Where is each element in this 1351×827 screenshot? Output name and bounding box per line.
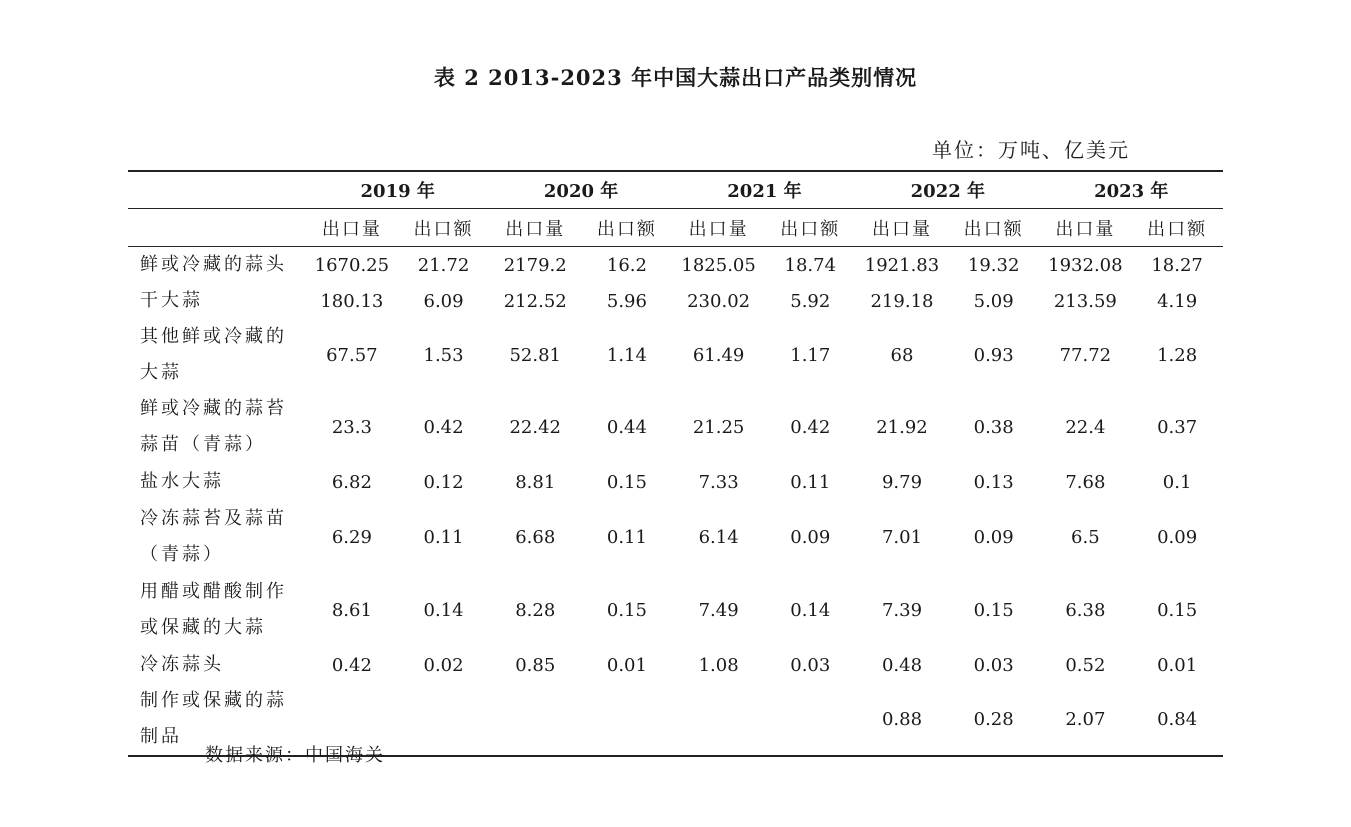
table-row xyxy=(128,319,1223,391)
export-value-cell: 0.93 xyxy=(973,344,1014,366)
row-label-text: 鲜或冷藏的蒜苔蒜苗（青蒜） xyxy=(140,398,287,455)
export-volume-cell: 8.61 xyxy=(331,599,372,621)
export-value-cell: 6.09 xyxy=(423,290,464,312)
table-row xyxy=(128,283,1223,319)
table-row xyxy=(128,647,1223,683)
metric-header: 出口额 xyxy=(581,209,673,247)
metric-header-row xyxy=(128,209,1223,247)
export-value-cell: 0.12 xyxy=(423,471,464,493)
export-value-cell: 0.15 xyxy=(1157,599,1198,621)
export-value-cell: 0.37 xyxy=(1157,416,1198,438)
table-row xyxy=(128,247,1223,284)
export-volume-cell: 6.68 xyxy=(515,526,556,548)
row-label xyxy=(128,391,306,463)
export-value-cell: 5.92 xyxy=(790,290,831,312)
row-label: 盐水大蒜 xyxy=(140,471,224,492)
export-value-cell: 0.42 xyxy=(423,416,464,438)
export-volume-cell: 8.28 xyxy=(515,599,556,621)
export-value-cell: 0.38 xyxy=(973,416,1014,438)
row-label: 冷冻蒜头 xyxy=(140,654,224,675)
export-volume-cell: 1932.08 xyxy=(1048,254,1123,276)
metric-header: 出口额 xyxy=(948,209,1040,247)
row-label: 干大蒜 xyxy=(140,290,203,311)
export-volume-cell: 7.01 xyxy=(881,526,923,548)
year-header-row xyxy=(128,171,1223,209)
export-value-cell: 0.14 xyxy=(423,599,464,621)
export-volume-cell: 22.4 xyxy=(1065,416,1106,438)
export-value-cell: 5.96 xyxy=(606,290,647,312)
export-value-cell: 0.44 xyxy=(606,416,647,438)
export-volume-cell: 2179.2 xyxy=(503,254,567,276)
row-label-text: 制作或保藏的蒜制品 xyxy=(140,690,287,747)
export-value-cell: 0.1 xyxy=(1162,471,1192,493)
metric-header: 出口额 xyxy=(1131,209,1223,247)
export-volume-cell: 0.52 xyxy=(1065,654,1106,676)
export-volume-cell: 0.42 xyxy=(331,654,372,676)
export-volume-cell: 0.88 xyxy=(856,683,948,756)
export-volume-cell: 230.02 xyxy=(687,290,751,312)
table-row xyxy=(128,573,1223,647)
export-value-cell: 0.11 xyxy=(423,526,464,548)
export-volume-cell: 22.42 xyxy=(509,416,561,438)
year-header: 2022 年 xyxy=(856,171,1039,209)
export-value-cell: 1.17 xyxy=(790,344,831,366)
export-value-cell: 0.03 xyxy=(790,654,831,676)
export-volume-cell: 6.29 xyxy=(331,526,372,548)
export-value-cell: 0.28 xyxy=(948,683,1040,756)
unit-label: 单位：万吨、亿美元 xyxy=(932,138,1130,162)
export-value-cell: 0.14 xyxy=(790,599,831,621)
export-volume-cell: 180.13 xyxy=(320,290,384,312)
export-volume-cell: 21.25 xyxy=(692,416,745,438)
row-label xyxy=(128,319,306,391)
export-volume-cell: 68 xyxy=(890,344,914,366)
metric-header: 出口量 xyxy=(673,209,765,247)
export-volume-cell xyxy=(673,683,765,756)
metric-header: 出口量 xyxy=(856,209,948,247)
export-value-cell: 0.15 xyxy=(606,599,647,621)
corner-cell xyxy=(128,171,306,209)
export-value-cell xyxy=(398,683,490,756)
export-volume-cell: 1.08 xyxy=(698,654,739,676)
export-volume-cell: 7.39 xyxy=(881,599,923,621)
export-volume-cell: 213.59 xyxy=(1053,290,1117,312)
export-value-cell: 5.09 xyxy=(973,290,1014,312)
export-value-cell xyxy=(764,683,856,756)
export-value-cell xyxy=(581,683,673,756)
metric-header: 出口量 xyxy=(1040,209,1132,247)
export-value-cell: 4.19 xyxy=(1157,290,1198,312)
export-value-cell: 0.09 xyxy=(1157,526,1198,548)
export-value-cell: 16.2 xyxy=(606,254,647,276)
export-value-cell: 1.53 xyxy=(423,344,464,366)
year-header: 2021 年 xyxy=(673,171,856,209)
row-label-text: 冷冻蒜苔及蒜苗（青蒜） xyxy=(140,508,287,565)
export-value-cell: 21.72 xyxy=(417,254,470,276)
table-title: 表 2 2013-2023 年中国大蒜出口产品类别情况 xyxy=(433,65,918,90)
metric-header: 出口额 xyxy=(398,209,490,247)
export-volume-cell: 8.81 xyxy=(515,471,556,493)
export-volume-cell: 212.52 xyxy=(503,290,567,312)
export-volume-cell: 7.33 xyxy=(698,471,739,493)
export-value-cell: 0.84 xyxy=(1131,683,1223,756)
row-label xyxy=(128,501,306,573)
export-value-cell: 0.02 xyxy=(423,654,464,676)
export-volume-cell: 21.92 xyxy=(876,416,928,438)
data-source-note: 数据来源：中国海关 xyxy=(205,745,385,766)
table-row xyxy=(128,463,1223,501)
export-value-cell: 0.01 xyxy=(1157,654,1198,676)
year-header: 2023 年 xyxy=(1040,171,1223,209)
export-volume-cell: 77.72 xyxy=(1059,344,1112,366)
row-label xyxy=(128,573,306,647)
export-value-cell: 1.28 xyxy=(1157,344,1198,366)
export-value-cell: 0.15 xyxy=(606,471,647,493)
row-label-text: 其他鲜或冷藏的大蒜 xyxy=(140,326,287,383)
export-volume-cell: 52.81 xyxy=(509,344,561,366)
export-value-cell: 18.74 xyxy=(784,254,837,276)
export-value-cell: 0.11 xyxy=(790,471,831,493)
export-value-cell: 0.13 xyxy=(973,471,1014,493)
export-value-cell: 1.14 xyxy=(606,344,647,366)
export-value-cell: 0.42 xyxy=(790,416,831,438)
export-volume-cell: 6.5 xyxy=(1071,526,1100,548)
export-value-cell: 0.01 xyxy=(606,654,647,676)
metric-header: 出口量 xyxy=(306,209,398,247)
export-volume-cell: 1921.83 xyxy=(864,254,940,276)
export-volume-cell: 61.49 xyxy=(692,344,745,366)
export-value-cell: 0.09 xyxy=(973,526,1014,548)
corner-cell xyxy=(128,209,306,247)
export-volume-cell: 67.57 xyxy=(326,344,378,366)
export-volume-cell xyxy=(489,683,581,756)
export-category-table xyxy=(128,170,1223,757)
metric-header: 出口额 xyxy=(764,209,856,247)
table-row xyxy=(128,501,1223,573)
year-header: 2019 年 xyxy=(306,171,489,209)
export-volume-cell: 1825.05 xyxy=(681,254,756,276)
export-volume-cell: 219.18 xyxy=(870,290,934,312)
export-volume-cell: 0.48 xyxy=(881,654,923,676)
export-volume-cell: 6.82 xyxy=(331,471,372,493)
export-volume-cell: 7.49 xyxy=(698,599,739,621)
table-row xyxy=(128,391,1223,463)
export-volume-cell: 9.79 xyxy=(881,471,923,493)
export-volume-cell: 6.38 xyxy=(1065,599,1106,621)
row-label-text: 用醋或醋酸制作或保藏的大蒜 xyxy=(140,581,287,638)
export-value-cell: 0.15 xyxy=(973,599,1014,621)
export-value-cell: 0.03 xyxy=(973,654,1014,676)
export-value-cell: 0.09 xyxy=(790,526,831,548)
export-value-cell: 19.32 xyxy=(967,254,1020,276)
export-volume-cell: 6.14 xyxy=(698,526,739,548)
export-volume-cell: 2.07 xyxy=(1040,683,1132,756)
export-volume-cell: 1670.25 xyxy=(314,254,390,276)
metric-header: 出口量 xyxy=(489,209,581,247)
export-volume-cell: 23.3 xyxy=(331,416,372,438)
table-body xyxy=(128,247,1223,757)
export-value-cell: 0.11 xyxy=(606,526,647,548)
export-volume-cell: 0.85 xyxy=(515,654,556,676)
year-header: 2020 年 xyxy=(489,171,672,209)
export-volume-cell: 7.68 xyxy=(1065,471,1106,493)
export-value-cell: 18.27 xyxy=(1151,254,1203,276)
row-label: 鲜或冷藏的蒜头 xyxy=(140,254,287,275)
